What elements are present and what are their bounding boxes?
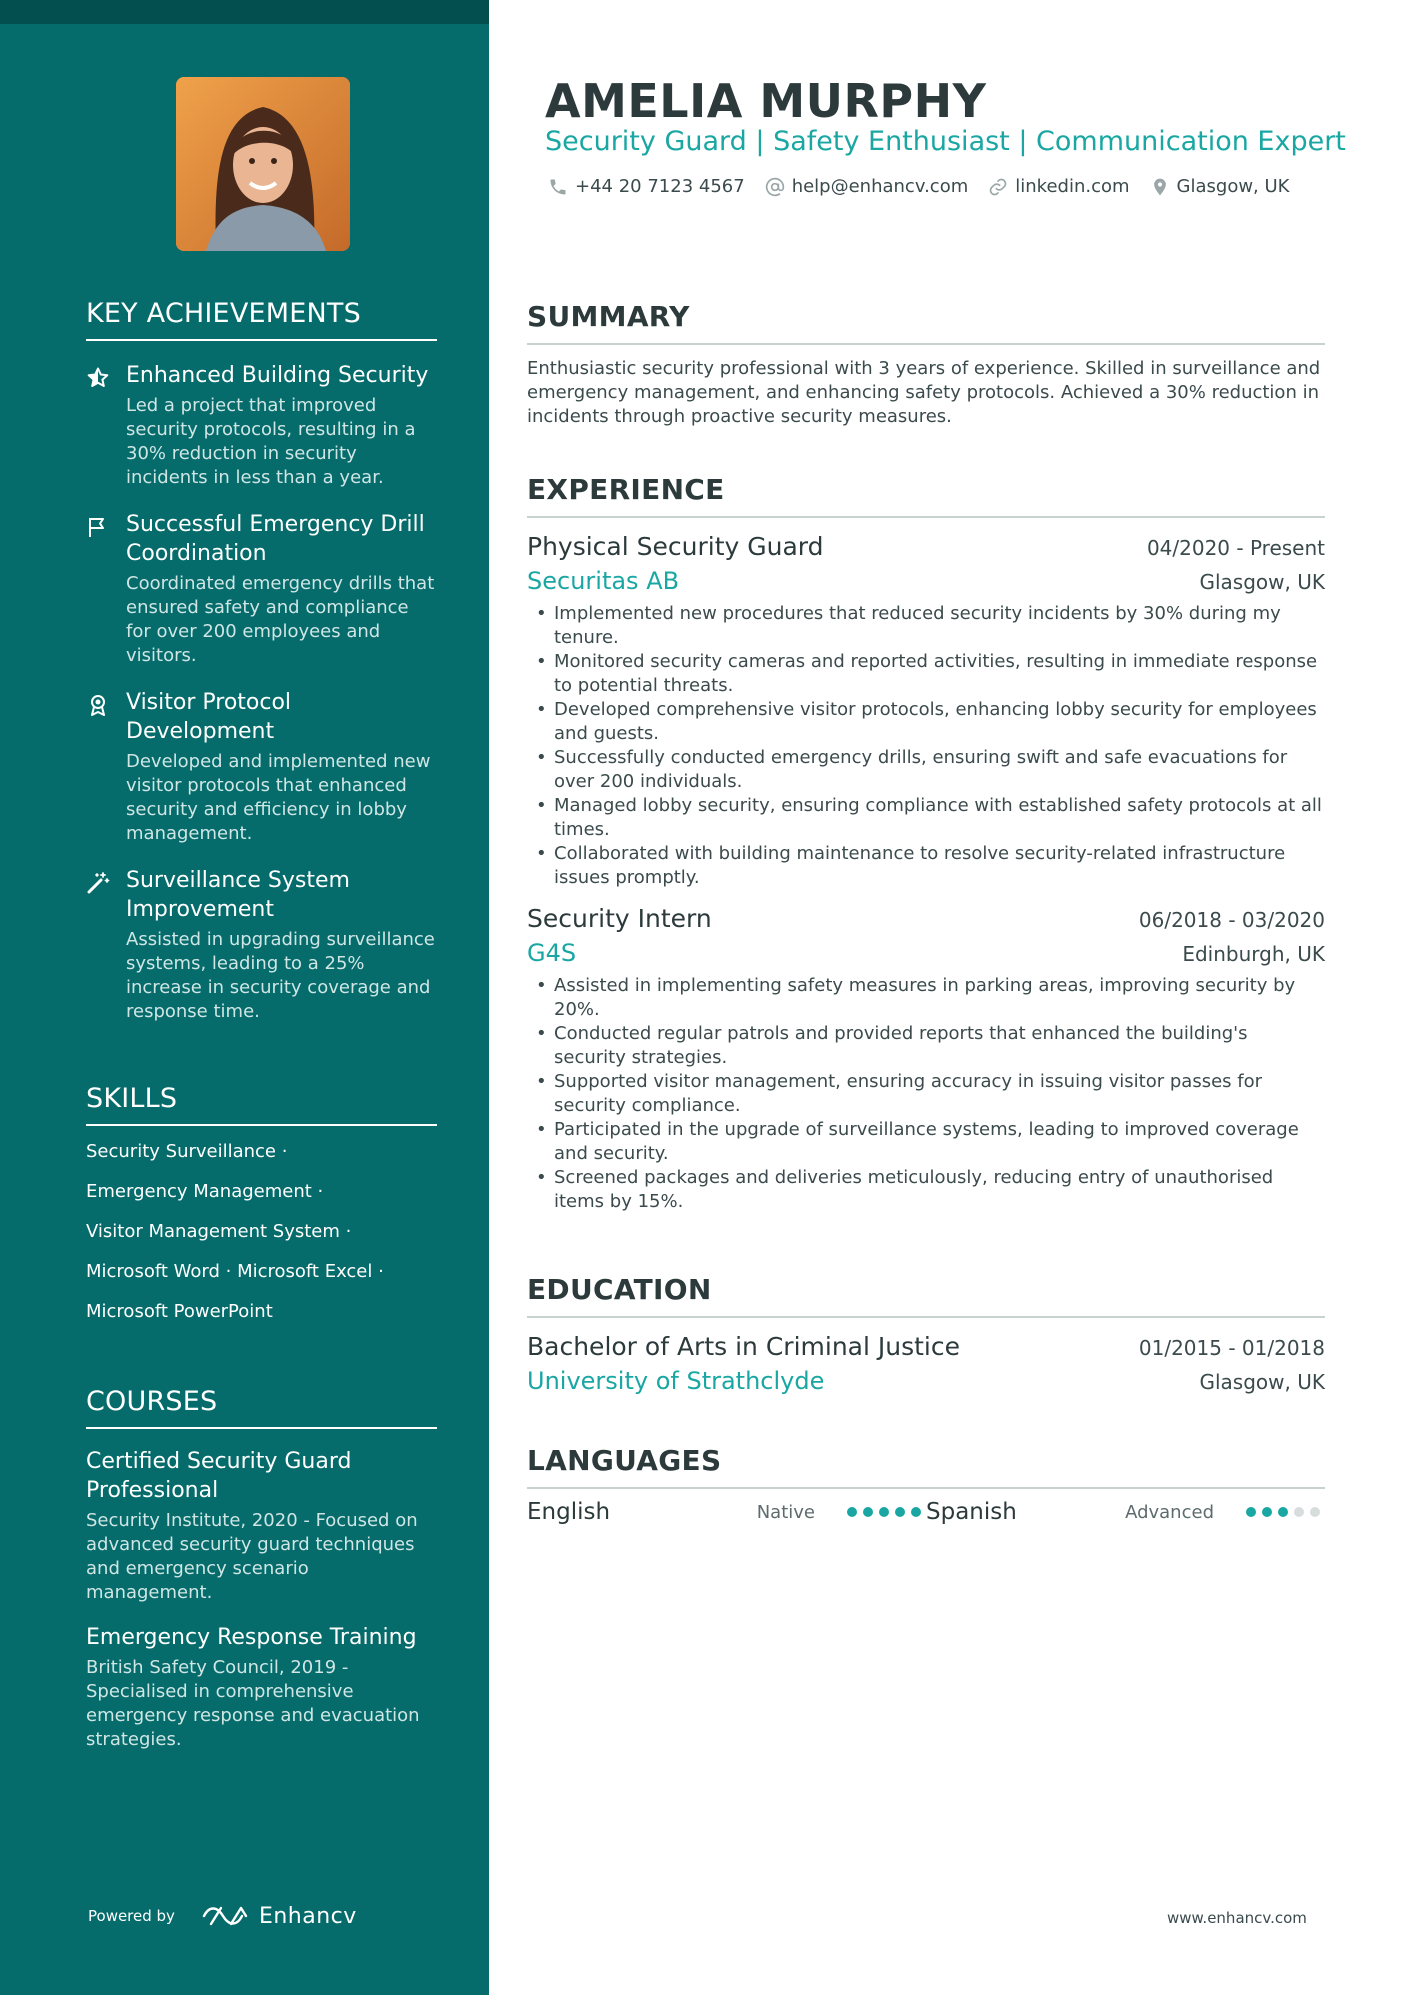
award-icon xyxy=(86,693,112,719)
at-sign-icon xyxy=(765,177,785,197)
job-bullet: • Supported visitor management, ensuring accuracy in issuing visitor passes for security compliance. xyxy=(527,1070,1325,1118)
achievement-title: Successful Emergency Drill Coordination xyxy=(126,512,425,566)
education-location: Glasgow, UK xyxy=(1199,1370,1325,1394)
skills-heading: SKILLS xyxy=(86,1083,437,1126)
contact-phone[interactable] xyxy=(548,176,745,197)
sidebar xyxy=(0,0,489,1995)
language-name: Spanish xyxy=(926,1499,1017,1525)
achievement-item xyxy=(86,866,437,1024)
contact-location xyxy=(1150,176,1290,197)
courses-heading: COURSES xyxy=(86,1386,437,1429)
achievement-item xyxy=(86,361,437,490)
achievement-description: Led a project that improved security protocols, resulting in a 30% reduction in security incidents in less than a year. xyxy=(126,395,416,488)
rating-dot-empty xyxy=(1310,1507,1320,1517)
education-dates: 01/2015 - 01/2018 xyxy=(1138,1336,1325,1360)
contact-email-text: help@enhancv.com xyxy=(791,176,969,197)
achievement-title: Enhanced Building Security xyxy=(126,363,429,388)
education-section xyxy=(527,1273,1325,1398)
rating-dot-filled xyxy=(879,1507,889,1517)
contact-email[interactable] xyxy=(765,176,969,197)
powered-by xyxy=(88,1903,357,1929)
skill-item: Visitor Management System · xyxy=(86,1221,352,1242)
candidate-name: AMELIA MURPHY xyxy=(545,74,987,128)
contact-linkedin[interactable] xyxy=(988,176,1129,197)
job-bullet: • Implemented new procedures that reduced security incidents by 30% during my tenure. xyxy=(527,602,1325,650)
rating-dot-filled xyxy=(1246,1507,1256,1517)
rating-dot-filled xyxy=(911,1507,921,1517)
rating-dot-empty xyxy=(1294,1507,1304,1517)
achievement-description: Coordinated emergency drills that ensured safety and compliance for over 200 employees and visitors. xyxy=(126,573,435,666)
job-bullet: • Collaborated with building maintenance to resolve security-related infrastructure issues promptly. xyxy=(527,842,1325,890)
enhancv-logo-icon xyxy=(201,1903,249,1929)
job-location: Edinburgh, UK xyxy=(1182,942,1325,966)
job-title: Physical Security Guard xyxy=(527,532,824,561)
education-entry xyxy=(527,1330,1325,1398)
candidate-tagline: Security Guard | Safety Enthusiast | Communication Expert xyxy=(545,126,1346,157)
courses-section xyxy=(86,1386,437,1752)
footer-url[interactable]: www.enhancv.com xyxy=(1167,1909,1307,1927)
achievements-heading: KEY ACHIEVEMENTS xyxy=(86,298,437,341)
course-item xyxy=(86,1447,437,1605)
achievements-section xyxy=(86,298,437,1044)
job-bullet: • Participated in the upgrade of surveillance systems, leading to improved coverage and security. xyxy=(527,1118,1325,1166)
rating-dot-filled xyxy=(1278,1507,1288,1517)
flag-icon xyxy=(86,515,112,541)
languages-heading: LANGUAGES xyxy=(527,1444,1325,1489)
course-title: Emergency Response Training xyxy=(86,1625,417,1650)
powered-by-label: Powered by xyxy=(88,1907,175,1925)
achievement-item xyxy=(86,510,437,668)
job-bullet: • Managed lobby security, ensuring compliance with established safety protocols at all times. xyxy=(527,794,1325,842)
job-entry xyxy=(527,530,1325,890)
language-rating xyxy=(1246,1507,1320,1517)
phone-icon xyxy=(548,177,568,197)
skill-item: Security Surveillance · xyxy=(86,1141,288,1162)
achievement-item xyxy=(86,688,437,846)
magic-wand-icon xyxy=(86,871,112,897)
summary-section xyxy=(527,300,1325,429)
school: University of Strathclyde xyxy=(527,1367,825,1395)
achievement-title: Visitor Protocol Development xyxy=(126,690,292,744)
skill-item: Microsoft PowerPoint xyxy=(86,1301,273,1322)
languages-section xyxy=(527,1444,1325,1525)
language-rating xyxy=(847,1507,921,1517)
job-company: Securitas AB xyxy=(527,567,680,595)
job-company: G4S xyxy=(527,939,577,967)
contact-linkedin-text: linkedin.com xyxy=(1015,176,1130,197)
achievement-title: Surveillance System Improvement xyxy=(126,868,350,922)
job-bullet: • Developed comprehensive visitor protocols, enhancing lobby security for employees and guests. xyxy=(527,698,1325,746)
rating-dot-filled xyxy=(895,1507,905,1517)
experience-heading: EXPERIENCE xyxy=(527,473,1325,518)
job-entry xyxy=(527,902,1325,1214)
job-location: Glasgow, UK xyxy=(1199,570,1325,594)
achievement-description: Developed and implemented new visitor protocols that enhanced security and efficiency in lobby management. xyxy=(126,751,431,844)
skills-section xyxy=(86,1083,437,1340)
skill-item: Emergency Management · xyxy=(86,1181,324,1202)
link-icon xyxy=(988,177,1008,197)
enhancv-brand-name: Enhancv xyxy=(258,1903,357,1929)
contact-bar xyxy=(548,176,1289,197)
job-bullet: • Assisted in implementing safety measures in parking areas, improving security by 20%. xyxy=(527,974,1325,1022)
profile-photo xyxy=(176,77,350,251)
sidebar-top-bar xyxy=(0,0,489,24)
skill-item: Microsoft Word · Microsoft Excel · xyxy=(86,1261,384,1282)
language-item xyxy=(926,1499,1325,1525)
language-level: Advanced xyxy=(1125,1501,1214,1523)
contact-phone-text: +44 20 7123 4567 xyxy=(575,176,745,197)
job-title: Security Intern xyxy=(527,904,712,933)
star-icon xyxy=(86,366,112,392)
experience-section xyxy=(527,473,1325,1214)
course-description: Security Institute, 2020 - Focused on advanced security guard techniques and emergency scenario management. xyxy=(86,1510,418,1603)
location-pin-icon xyxy=(1150,177,1170,197)
education-heading: EDUCATION xyxy=(527,1273,1325,1318)
course-title: Certified Security Guard Professional xyxy=(86,1449,352,1503)
degree: Bachelor of Arts in Criminal Justice xyxy=(527,1332,960,1361)
job-dates: 04/2020 - Present xyxy=(1146,536,1325,560)
job-bullet: • Successfully conducted emergency drills, ensuring swift and safe evacuations for over 200 individuals. xyxy=(527,746,1325,794)
contact-location-text: Glasgow, UK xyxy=(1176,176,1290,197)
job-bullets xyxy=(527,974,1325,1214)
job-bullets xyxy=(527,602,1325,890)
rating-dot-filled xyxy=(847,1507,857,1517)
language-name: English xyxy=(527,1499,611,1525)
job-dates: 06/2018 - 03/2020 xyxy=(1138,908,1325,932)
rating-dot-filled xyxy=(863,1507,873,1517)
language-item xyxy=(527,1499,926,1525)
rating-dot-filled xyxy=(1262,1507,1272,1517)
summary-heading: SUMMARY xyxy=(527,300,1325,345)
summary-text: Enthusiastic security professional with 3 years of experience. Skilled in surveillance and emergency management, and enhancing safety protocols. Achieved a 30% reduction in incidents through proactive security measures. xyxy=(527,358,1321,427)
job-bullet: • Monitored security cameras and reported activities, resulting in immediate response to potential threats. xyxy=(527,650,1325,698)
enhancv-logo[interactable] xyxy=(201,1903,357,1929)
course-item xyxy=(86,1623,437,1752)
language-level: Native xyxy=(756,1501,815,1523)
achievement-description: Assisted in upgrading surveillance systems, leading to a 25% increase in security coverage and response time. xyxy=(126,929,435,1022)
job-bullet: • Conducted regular patrols and provided reports that enhanced the building's security strategies. xyxy=(527,1022,1325,1070)
course-description: British Safety Council, 2019 - Specialised in comprehensive emergency response and evacuation strategies. xyxy=(86,1657,420,1750)
job-bullet: • Screened packages and deliveries meticulously, reducing entry of unauthorised items by 15%. xyxy=(527,1166,1325,1214)
